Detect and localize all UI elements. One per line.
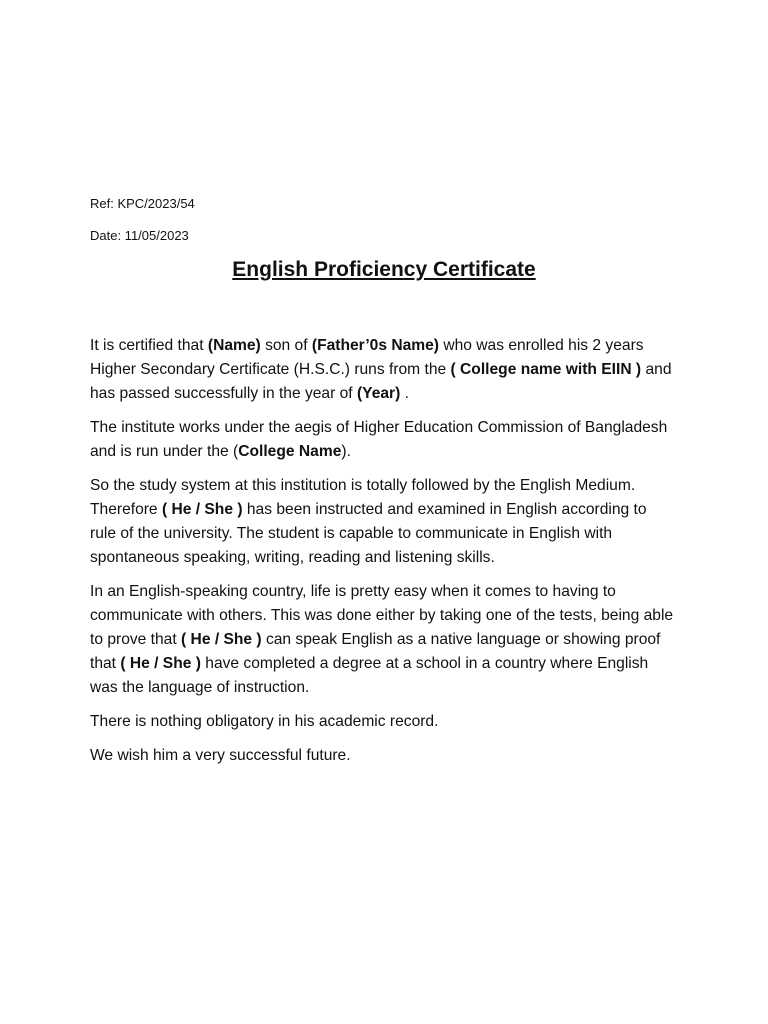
text-segment: son of: [260, 337, 312, 354]
text-segment: and has passed successfully in the year of: [90, 361, 672, 402]
placeholder-college-name: College Name: [238, 443, 342, 460]
text-segment: can speak English as a native language or showing proof that: [90, 631, 661, 672]
text-segment: It is certified that: [90, 337, 208, 354]
text-segment: The institute works under the aegis of Higher Education Commission of Bangladesh and is run under the (: [90, 419, 668, 460]
issue-date: Date: 11/05/2023: [90, 228, 189, 243]
placeholder-name: (Name): [207, 337, 261, 354]
placeholder-pronoun: ( He / She ): [161, 501, 243, 518]
text-segment: has been instructed and examined in English according to rule of the university. The student is capable to communicate in English with spontaneous speaking, writing, reading and listening skills.: [90, 501, 647, 566]
paragraph-english-country: [90, 580, 676, 700]
placeholder-college-eiin: ( College name with EIIN ): [450, 361, 642, 378]
placeholder-year: (Year): [356, 385, 401, 402]
reference-number: Ref: KPC/2023/54: [90, 196, 195, 211]
text-segment: have completed a degree at a school in a country where English was the language of instruction.: [90, 655, 649, 696]
text-segment: So the study system at this institution is totally followed by the English Medium. Therefore: [90, 477, 636, 518]
text-segment: who was enrolled his 2 years Higher Secondary Certificate (H.S.C.) runs from the: [90, 337, 644, 378]
placeholder-pronoun: ( He / She ): [181, 631, 262, 648]
placeholder-father-name: (Father’0s Name): [311, 337, 439, 354]
text-segment: In an English-speaking country, life is pretty easy when it comes to having to communicate with others. This was done either by taking one of the tests, being able to prove that: [90, 583, 674, 648]
placeholder-pronoun: ( He / She ): [120, 655, 201, 672]
certificate-title: English Proficiency Certificate: [232, 258, 536, 281]
certificate-body: [90, 334, 676, 778]
paragraph-study-system: [90, 474, 676, 570]
paragraph-enrollment: [90, 334, 676, 406]
text-segment: ).: [341, 443, 351, 460]
paragraph-record: There is nothing obligatory in his academic record.: [90, 713, 439, 730]
paragraph-institute: [90, 416, 676, 464]
paragraph-wishes: We wish him a very successful future.: [90, 747, 351, 764]
text-segment: .: [400, 385, 409, 402]
